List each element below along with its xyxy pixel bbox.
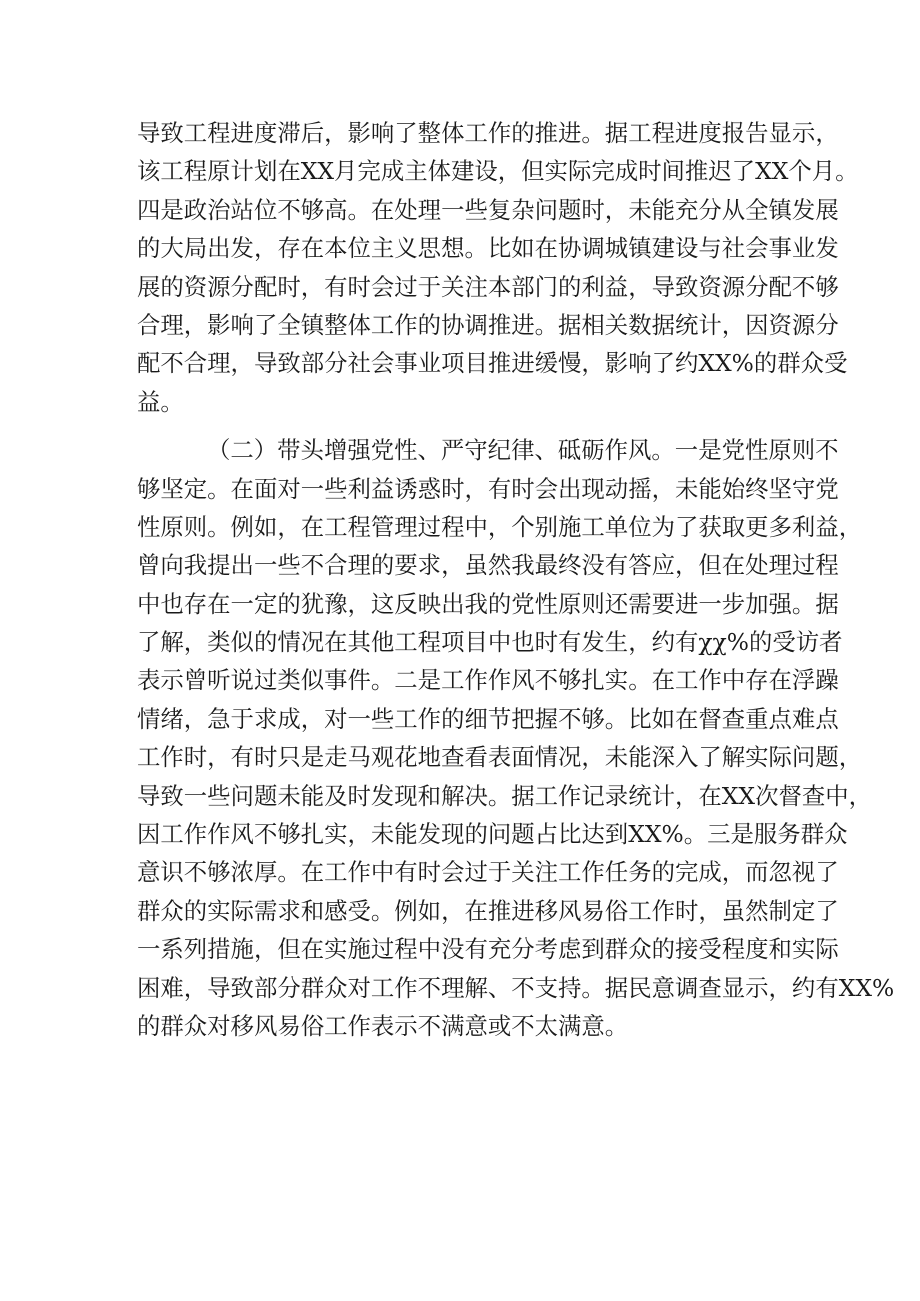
text-line: 展的资源分配时，有时会过于关注本部门的利益，导致资源分配不够 <box>137 272 839 301</box>
text-line: 的群众对移风易俗工作表示不满意或不太满意。 <box>137 1011 629 1040</box>
text-line: 了解，类似的情况在其他工程项目中也时有发生，约有χχ%的受访者 <box>137 628 843 657</box>
text-line: 的大局出发，存在本位主义思想。比如在协调城镇建设与社会事业发 <box>137 234 839 263</box>
paragraph-2 <box>137 431 895 1045</box>
text-line: 合理，影响了全镇整体工作的协调推进。据相关数据统计，因资源分 <box>137 310 839 339</box>
text-line: 意识不够浓厚。在工作中有时会过于关注工作任务的完成，而忽视了 <box>137 858 839 887</box>
text-line: 配不合理，导致部分社会事业项目推进缓慢，影响了约XX%的群众受 <box>137 349 848 378</box>
text-line: 曾向我提出一些不合理的要求，虽然我最终没有答应，但在处理过程 <box>137 551 839 580</box>
text-line: 群众的实际需求和感受。例如，在推进移风易俗工作时，虽然制定了 <box>137 896 839 925</box>
text-line: 表示曾听说过类似事件。二是工作作风不够扎实。在工作中存在浮躁 <box>137 666 839 695</box>
text-line: 因工作作风不够扎实，未能发现的问题占比达到XX%。三是服务群众 <box>137 820 848 849</box>
text-line-indented: （二）带头增强党性、严守纪律、砥砺作风。一是党性原则不 <box>207 436 839 465</box>
text-line: 该工程原计划在XX月完成主体建设，但实际完成时间推迟了XX个月。 <box>137 157 859 186</box>
paragraph-spacer <box>137 421 793 431</box>
paragraph-1 <box>137 114 859 421</box>
body-text <box>137 114 895 1045</box>
text-line: 中也存在一定的犹豫，这反映出我的党性原则还需要进一步加强。据 <box>137 589 839 618</box>
text-line: 够坚定。在面对一些利益诱惑时，有时会出现动摇，未能始终坚守党 <box>137 474 839 503</box>
text-line: 导致工程进度滞后，影响了整体工作的推进。据工程进度报告显示， <box>137 119 839 147</box>
text-line: 困难，导致部分群众对工作不理解、不支持。据民意调查显示，约有XX% <box>137 973 895 1002</box>
text-line: 工作时，有时只是走马观花地查看表面情况，未能深入了解实际问题， <box>137 743 863 772</box>
text-line: 情绪，急于求成，对一些工作的细节把握不够。比如在督查重点难点 <box>137 704 839 733</box>
text-line: 一系列措施，但在实施过程中没有充分考虑到群众的接受程度和实际 <box>137 935 839 964</box>
text-line: 导致一些问题未能及时发现和解决。据工作记录统计，在XX次督查中， <box>137 781 873 810</box>
text-line: 益。 <box>137 387 184 416</box>
text-line: 四是政治站位不够高。在处理一些复杂问题时，未能充分从全镇发展 <box>137 195 839 224</box>
text-line: 性原则。例如，在工程管理过程中，个别施工单位为了获取更多利益， <box>137 512 863 541</box>
